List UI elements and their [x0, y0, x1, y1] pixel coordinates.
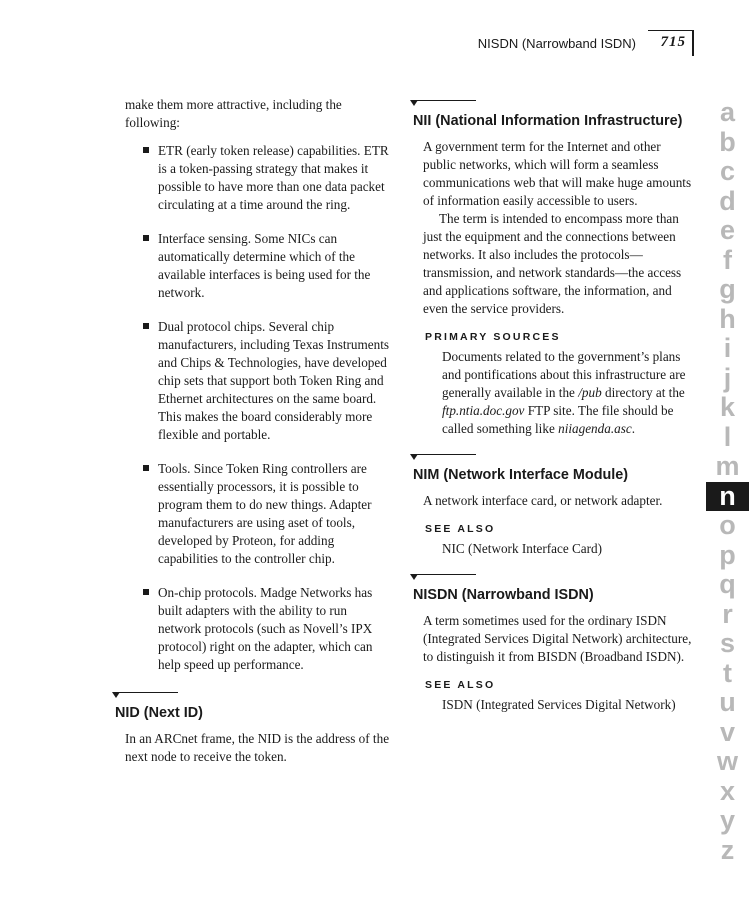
header-rule-top [648, 30, 694, 31]
alpha-letter-z: z [720, 834, 735, 865]
alpha-letter-x: x [719, 775, 736, 806]
primary-sources-text: Documents related to the government’s plans and pontifications about this infrastructure are generally available in the /pub directory at the ftp.ntia.doc.gov FTP site. The file should be called something like niiagenda.asc. [442, 349, 686, 436]
alpha-letter-l: l [723, 421, 732, 452]
see-also-text: NIC (Network Interface Card) [442, 541, 603, 556]
alpha-letter-r: r [722, 598, 733, 629]
alpha-letter-m: m [715, 451, 740, 481]
entry-nid [112, 690, 392, 766]
primary-sources-label: PRIMARY SOURCES [425, 331, 561, 343]
running-header [470, 30, 694, 58]
alpha-letter-n: n [706, 482, 749, 512]
see-also-text: ISDN (Integrated Services Digital Network) [442, 697, 676, 712]
feature-list [112, 142, 392, 674]
list-item-text: ETR (early token release) capabilities. ETR is a token-passing strategy that makes it possible to have more than one data packet circulating at a time around the ring. [158, 143, 389, 212]
entry-body-continued: The term is intended to encompass more than just the equipment and the connections between networks. It also includes the protocols—transmission, and network standards—the access and applications software, the information, and even the service providers. [423, 211, 682, 316]
entry-marker [112, 690, 392, 704]
entry-nisdn [410, 572, 692, 714]
alpha-letter-t: t [723, 657, 732, 688]
entry-title: NIM (Network Interface Module) [413, 467, 629, 483]
list-item [112, 142, 392, 214]
alpha-letter-e: e [719, 215, 736, 245]
alpha-letter-p: p [719, 539, 736, 570]
list-item [112, 230, 392, 302]
alpha-letter-g: g [719, 274, 736, 304]
alpha-letter-h: h [719, 303, 736, 334]
header-rule-side [692, 30, 694, 56]
alpha-letter-j: j [723, 362, 732, 393]
entry-marker [410, 452, 692, 466]
list-item [112, 460, 392, 568]
alpha-letter-u: u [719, 687, 736, 717]
alpha-letter-y: y [719, 805, 736, 835]
list-item [112, 318, 392, 444]
square-bullet-icon [143, 147, 149, 153]
entry-body: A government term for the Internet and other public networks, which will form a seamless communications web that will make huge amounts of information easily accessible to users. [423, 139, 692, 208]
entry-marker [410, 572, 692, 586]
list-item-text: Interface sensing. Some NICs can automatically determine which of the available interfaces is being used for the network. [158, 231, 371, 300]
alpha-letter-c: c [719, 156, 736, 186]
alpha-letter-s: s [719, 628, 736, 658]
alpha-letter-i: i [723, 333, 732, 363]
right-column [410, 98, 692, 714]
list-item-text: On-chip protocols. Madge Networks has built adapters with the ability to run network protocols (such as Novell’s IPX protocol) right on the adapter, which can help speed up performance. [158, 585, 373, 672]
alphabet-thumb-index [706, 98, 749, 865]
entry-body: A network interface card, or network adapter. [423, 493, 663, 508]
list-item-text: Tools. Since Token Ring controllers are essentially processors, it is possible to program them to do new things. Adapter manufacturers are using aset of tools, developed by Proteon, for adding capabilities to the controller chip. [158, 461, 372, 566]
list-item-text: Dual protocol chips. Several chip manufacturers, including Texas Instruments and Chips & Technologies, have developed chip sets that support both Token Ring and Ethernet architectures on the same board. This makes the board considerably more flexible and portable. [158, 319, 390, 442]
square-bullet-icon [143, 323, 149, 329]
ftp-site: ftp.ntia.doc.gov [442, 403, 525, 418]
entry-title: NISDN (Narrowband ISDN) [413, 587, 594, 603]
alpha-letter-q: q [719, 569, 736, 599]
alpha-letter-o: o [719, 510, 736, 540]
left-column [112, 96, 392, 766]
see-also-label: SEE ALSO [425, 679, 496, 691]
alpha-letter-w: w [716, 746, 738, 776]
alpha-letter-f: f [723, 244, 732, 275]
alpha-letter-k: k [719, 392, 736, 422]
entry-body: A term sometimes used for the ordinary ISDN (Integrated Services Digital Network) architecture, to distinguish it from BISDN (Broadband ISDN). [423, 613, 692, 664]
alpha-letter-d: d [719, 185, 736, 216]
header-title: NISDN (Narrowband ISDN) [477, 36, 636, 51]
entry-body: In an ARCnet frame, the NID is the address of the next node to receive the token. [125, 731, 390, 764]
list-item [112, 584, 392, 674]
square-bullet-icon [143, 589, 149, 595]
alpha-letter-a: a [719, 97, 736, 127]
intro-text: make them more attractive, including the following: [125, 97, 342, 130]
alpha-letter-b: b [719, 126, 736, 157]
entry-title: NII (National Information Infrastructure) [413, 113, 683, 129]
square-bullet-icon [143, 235, 149, 241]
alpha-letter-v: v [719, 716, 736, 747]
square-bullet-icon [143, 465, 149, 471]
entry-marker [410, 98, 692, 112]
file-name: niiagenda.asc [558, 421, 632, 436]
entry-title: NID (Next ID) [115, 705, 203, 721]
ftp-directory: /pub [578, 385, 602, 400]
entry-nii [410, 98, 692, 438]
see-also-label: SEE ALSO [425, 523, 496, 535]
page-number: 715 [660, 34, 686, 50]
entry-nim [410, 452, 692, 558]
